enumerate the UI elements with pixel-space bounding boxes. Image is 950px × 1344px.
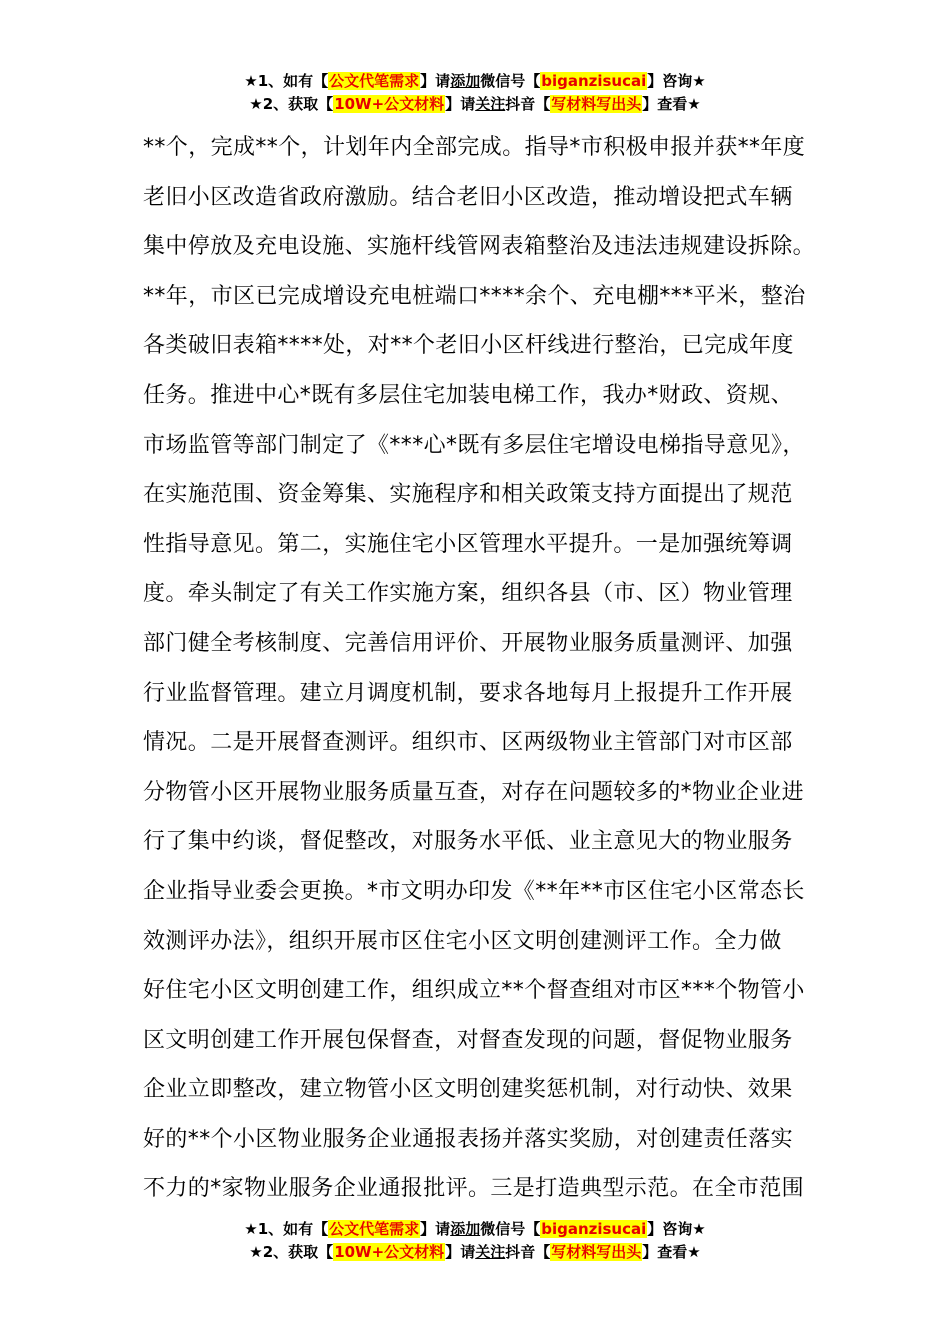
banner-text: 】请: [445, 1243, 476, 1261]
highlight-text: 公文代笔需求: [329, 72, 420, 90]
body-line: 分物管小区开展物业服务质量互查，对存在问题较多的*物业企业进: [143, 779, 805, 805]
banner-text: 】查看★: [642, 95, 701, 113]
highlight-text: 10W+公文材料: [334, 1243, 445, 1261]
body-line: 行了集中约谈，督促整改，对服务水平低、业主意见大的物业服务: [143, 829, 793, 855]
banner-text: 微信号【: [480, 1220, 541, 1238]
banner-text: ★2、获取【: [249, 1243, 334, 1261]
banner-text: 】查看★: [642, 1243, 701, 1261]
body-line: 部门健全考核制度、完善信用评价、开展物业服务质量测评、加强: [143, 630, 793, 656]
highlight-text: biganzisucai: [541, 1220, 647, 1238]
banner-text: 】咨询★: [647, 1220, 706, 1238]
body-line: 性指导意见。第二，实施住宅小区管理水平提升。一是加强统筹调: [143, 531, 793, 557]
body-line: **个，完成**个，计划年内全部完成。指导*市积极申报并获**年度: [143, 135, 806, 160]
banner-line-1: [0, 70, 950, 93]
body-line: 不力的*家物业服务企业通报批评。三是打造典型示范。在全市范围: [143, 1176, 805, 1202]
body-line: 好住宅小区文明创建工作，组织成立**个督查组对市区***个物管小: [143, 978, 805, 1004]
banner-text: ★1、如有【: [244, 1220, 329, 1238]
emphasis-text: 添加: [450, 72, 481, 90]
highlight-text: 10W+公文材料: [334, 95, 445, 113]
body-line: 好的**个小区物业服务企业通报表扬并落实奖励，对创建责任落实: [143, 1126, 794, 1152]
highlight-text: 公文代笔需求: [329, 1220, 420, 1238]
body-line: 各类破旧表箱****处，对**个老旧小区杆线进行整治，已完成年度: [143, 333, 794, 359]
body-line: 区文明创建工作开展包保督查，对督查发现的问题，督促物业服务: [143, 1027, 793, 1053]
emphasis-text: 关注: [475, 1243, 506, 1261]
banner-line-2: [0, 1241, 950, 1264]
banner-line-2: [0, 93, 950, 116]
footer-banner: [0, 1218, 950, 1264]
highlight-text: 写材料写出头: [551, 95, 642, 113]
banner-text: ★2、获取【: [249, 95, 334, 113]
banner-line-1: [0, 1218, 950, 1241]
body-line: 任务。推进中心*既有多层住宅加装电梯工作，我办*财政、资规、: [143, 382, 794, 408]
body-line: 在实施范围、资金筹集、实施程序和相关政策支持方面提出了规范: [143, 482, 793, 508]
body-line: 企业立即整改，建立物管小区文明创建奖惩机制，对行动快、效果: [143, 1077, 793, 1103]
banner-text: 】请: [420, 72, 451, 90]
banner-text: 微信号【: [480, 72, 541, 90]
body-line: 效测评办法》，组织开展市区住宅小区文明创建测评工作。全力做: [143, 928, 782, 954]
header-banner: [0, 70, 950, 116]
banner-text: 】请: [420, 1220, 451, 1238]
banner-text: 】咨询★: [647, 72, 706, 90]
banner-text: 抖音【: [505, 95, 551, 113]
banner-text: ★1、如有【: [244, 72, 329, 90]
body-line: 市场监管等部门制定了《***心*既有多层住宅增设电梯指导意见》，: [143, 432, 805, 458]
document-body: [143, 123, 833, 1214]
body-line: 老旧小区改造省政府激励。结合老旧小区改造，推动增设把式车辆: [143, 184, 793, 210]
body-line: 集中停放及充电设施、实施杆线管网表箱整治及违法违规建设拆除。: [143, 234, 816, 260]
emphasis-text: 添加: [450, 1220, 481, 1238]
body-line: 度。牵头制定了有关工作实施方案，组织各县（市、区）物业管理: [143, 581, 793, 607]
body-line: 情况。二是开展督查测评。组织市、区两级物业主管部门对市区部: [143, 730, 793, 756]
banner-text: 抖音【: [505, 1243, 551, 1261]
highlight-text: 写材料写出头: [551, 1243, 642, 1261]
body-line: 企业指导业委会更换。*市文明办印发《**年**市区住宅小区常态长: [143, 878, 805, 904]
banner-text: 】请: [445, 95, 476, 113]
body-line: **年，市区已完成增设充电桩端口****余个、充电棚***平米，整治: [143, 283, 806, 309]
body-line: 行业监督管理。建立月调度机制，要求各地每月上报提升工作开展: [143, 680, 793, 706]
emphasis-text: 关注: [475, 95, 506, 113]
highlight-text: biganzisucai: [541, 72, 647, 90]
